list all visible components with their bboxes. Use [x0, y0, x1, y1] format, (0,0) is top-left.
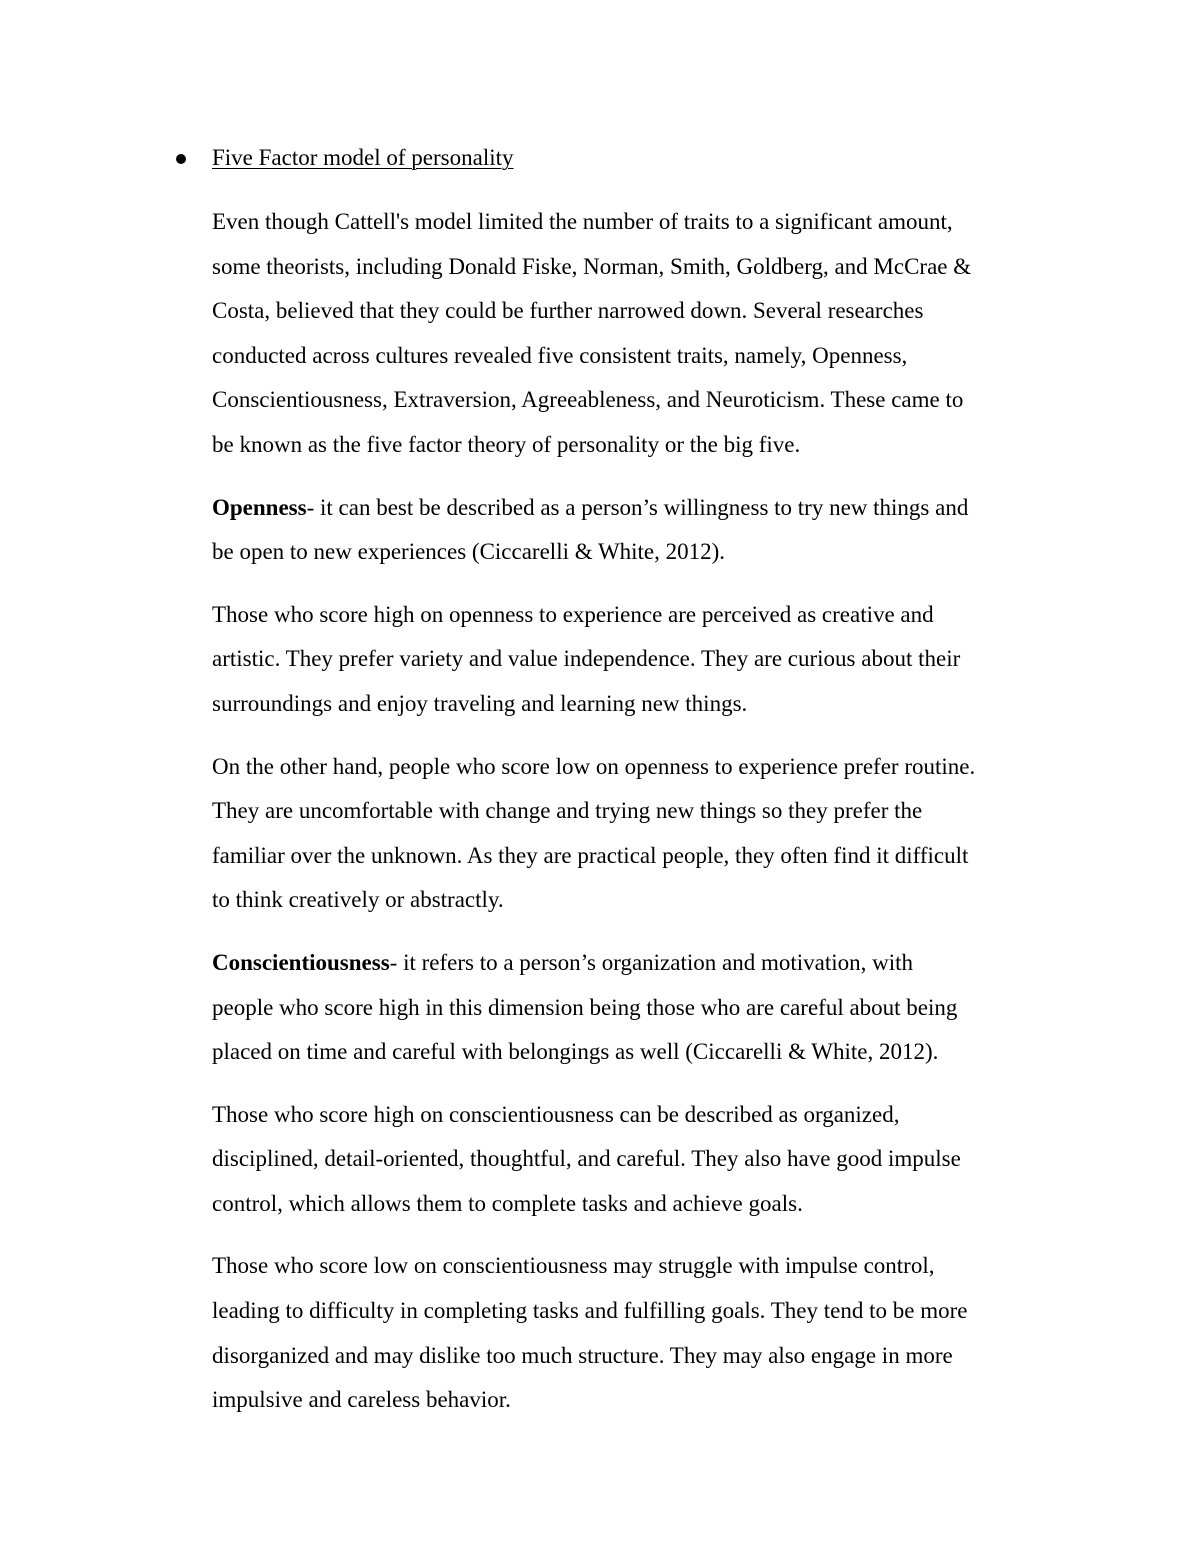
conscientiousness-definition-start: - it refers to a person’s organization and motivation, with [389, 949, 913, 975]
text-line: leading to difficulty in completing tasks and fulfilling goals. They tend to be more [212, 1298, 968, 1324]
text-line [212, 941, 1072, 986]
conscientiousness-low-paragraph [212, 1244, 1072, 1422]
text-line: Those who score high on openness to experience are perceived as creative and [212, 601, 934, 627]
text-line: be known as the five factor theory of personality or the big five. [212, 431, 801, 457]
conscientiousness-definition-paragraph [212, 941, 1072, 1075]
text-line: On the other hand, people who score low on openness to experience prefer routine. [212, 753, 976, 779]
bullet-icon [176, 154, 186, 164]
text-line: artistic. They prefer variety and value independence. They are curious about their [212, 646, 961, 672]
text-line: Costa, believed that they could be further narrowed down. Several researches [212, 298, 924, 324]
text-line: conducted across cultures revealed five consistent traits, namely, Openness, [212, 342, 908, 368]
text-line: to think creatively or abstractly. [212, 887, 504, 913]
intro-paragraph [212, 200, 1072, 468]
text-line: Conscientiousness, Extraversion, Agreeableness, and Neuroticism. These came to [212, 387, 964, 413]
conscientiousness-term: Conscientiousness [212, 949, 390, 975]
text-line: be open to new experiences (Ciccarelli & White, 2012). [212, 539, 726, 565]
text-line [212, 486, 1072, 531]
text-line: Even though Cattell's model limited the number of traits to a significant amount, [212, 209, 953, 234]
openness-definition-paragraph [212, 486, 1072, 575]
text-line: disorganized and may dislike too much structure. They may also engage in more [212, 1342, 953, 1368]
openness-low-paragraph [212, 745, 1072, 923]
text-line: Those who score low on conscientiousness may struggle with impulse control, [212, 1253, 935, 1279]
text-line: people who score high in this dimension being those who are careful about being [212, 994, 958, 1020]
text-line: They are uncomfortable with change and trying new things so they prefer the [212, 798, 923, 824]
openness-high-paragraph [212, 593, 1072, 727]
openness-term: Openness [212, 494, 307, 520]
text-line: surroundings and enjoy traveling and learning new things. [212, 690, 748, 716]
document-body [212, 200, 1072, 1441]
text-line: control, which allows them to complete tasks and achieve goals. [212, 1190, 803, 1216]
text-line: disciplined, detail-oriented, thoughtful, and careful. They also have good impulse [212, 1146, 961, 1172]
section-heading: Five Factor model of personality [212, 145, 514, 170]
conscientiousness-high-paragraph [212, 1093, 1072, 1227]
text-line: impulsive and careless behavior. [212, 1387, 511, 1413]
openness-definition-start: - it can best be described as a person’s willingness to try new things and [306, 494, 969, 520]
text-line: Those who score high on conscientiousness can be described as organized, [212, 1101, 900, 1127]
text-line: placed on time and careful with belongings as well (Ciccarelli & White, 2012). [212, 1039, 939, 1065]
text-line: familiar over the unknown. As they are practical people, they often find it difficult [212, 842, 969, 868]
text-line: some theorists, including Donald Fiske, Norman, Smith, Goldberg, and McCrae & [212, 253, 972, 279]
section-heading-row [176, 140, 514, 176]
